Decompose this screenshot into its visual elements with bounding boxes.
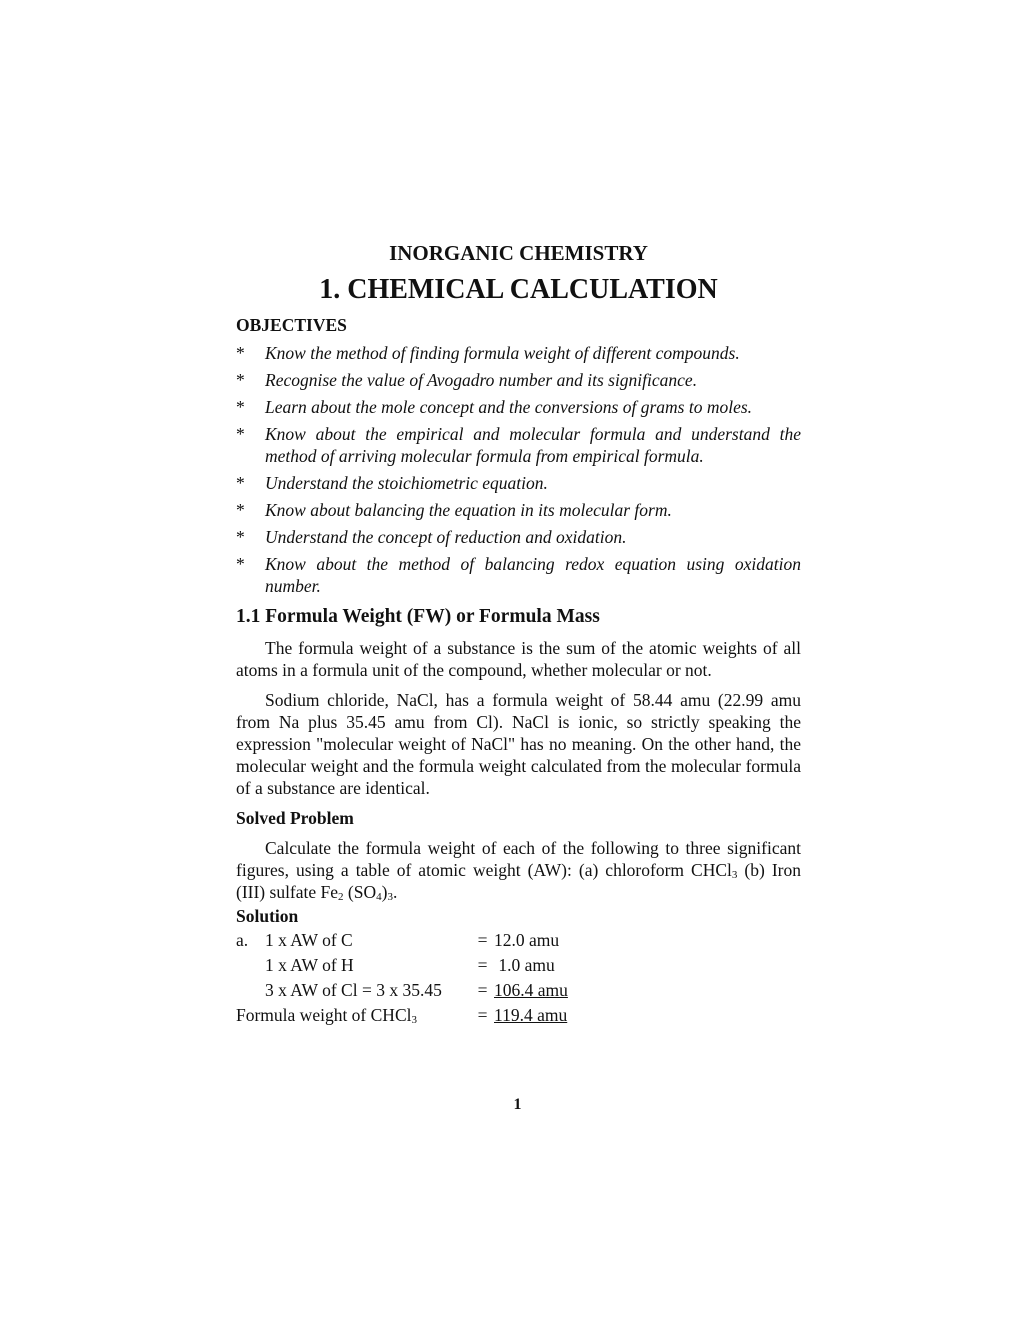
problem-text: (b) Iron (III) sulfate Fe: [236, 860, 801, 902]
solution-heading: Solution: [236, 906, 299, 926]
chapter-title: 1. CHEMICAL CALCULATION: [319, 274, 718, 305]
objectives-list: [236, 342, 801, 597]
bullet: *: [236, 554, 245, 574]
part-label: a.: [236, 930, 249, 950]
bullet: *: [236, 343, 245, 363]
paragraph: Sodium chloride, NaCl, has a formula weight of 58.44 amu (22.99 amu from Na plus 35.45 amu from Cl). NaCl is ionic, so strictly speaking the expression "molecular weight of NaCl" has no meaning. On the other hand, the molecular weight and the formula weight calculated from the molecular formula of a substance are identical.: [236, 690, 801, 798]
solved-problem-heading: Solved Problem: [236, 808, 354, 828]
bullet: *: [236, 500, 245, 520]
equals: =: [477, 930, 488, 950]
problem-text: .: [392, 882, 398, 902]
objective-item: [236, 342, 801, 364]
value: 1.0 amu: [494, 955, 555, 975]
objective-text: Know about the empirical and molecular formula and understand the method of arriving molecular formula from empirical formula.: [265, 424, 801, 466]
value: 12.0 amu: [494, 930, 560, 950]
subscript: 2: [338, 891, 344, 903]
page-content: [236, 238, 801, 1026]
objective-text: Recognise the value of Avogadro number and its significance.: [265, 370, 698, 390]
objective-item: [236, 553, 801, 597]
equals: =: [477, 955, 488, 975]
objective-text: Know about the method of balancing redox equation using oxidation number.: [265, 554, 801, 596]
objective-item: [236, 423, 801, 467]
total-label: Formula weight of CHCl: [236, 1005, 412, 1025]
objective-item: [236, 396, 801, 418]
formula: (SO: [343, 882, 377, 902]
objective-text: Understand the concept of reduction and oxidation.: [265, 527, 627, 547]
objective-item: [236, 472, 801, 494]
expression: 1 x AW of H: [265, 955, 354, 975]
value: 106.4 amu: [494, 980, 568, 1000]
objective-text: Know about balancing the equation in its molecular form.: [265, 500, 672, 520]
solution-table: [236, 929, 801, 1026]
book-header: INORGANIC CHEMISTRY: [389, 241, 648, 265]
equals: =: [477, 980, 488, 1000]
objective-item: [236, 369, 801, 391]
objective-item: [236, 526, 801, 548]
objectives-heading: OBJECTIVES: [236, 315, 347, 335]
subscript: 3: [731, 869, 738, 881]
bullet: *: [236, 397, 245, 417]
page-number: 1: [513, 1096, 522, 1113]
expression: 1 x AW of C: [265, 930, 353, 950]
bullet: *: [236, 527, 245, 547]
formula: ): [381, 882, 388, 902]
bullet: *: [236, 424, 245, 444]
subscript: 4: [376, 891, 382, 903]
objective-text: Know the method of finding formula weight of different compounds.: [265, 343, 740, 363]
objective-text: Understand the stoichiometric equation.: [265, 473, 548, 493]
subscript: 3: [387, 891, 393, 903]
problem-text: Calculate the formula weight of each of the following to three significant figures, using a table of atomic weight (AW): (a) chloroform: [236, 838, 801, 880]
subscript: 3: [411, 1014, 417, 1026]
equals: =: [477, 1005, 488, 1025]
paragraph: The formula weight of a substance is the sum of the atomic weights of all atoms in a formula unit of the compound, whether molecular or not.: [236, 638, 801, 680]
section-heading: 1.1 Formula Weight (FW) or Formula Mass: [236, 606, 600, 627]
expression: 3 x AW of Cl = 3 x 35.45: [265, 980, 442, 1000]
objective-item: [236, 499, 801, 521]
problem-statement: [236, 837, 801, 903]
bullet: *: [236, 473, 245, 493]
formula: CHCl: [691, 860, 732, 880]
total-value: 119.4 amu: [494, 1005, 568, 1025]
objective-text: Learn about the mole concept and the conversions of grams to moles.: [265, 397, 753, 417]
total-expression: [236, 1004, 471, 1026]
bullet: *: [236, 370, 245, 390]
